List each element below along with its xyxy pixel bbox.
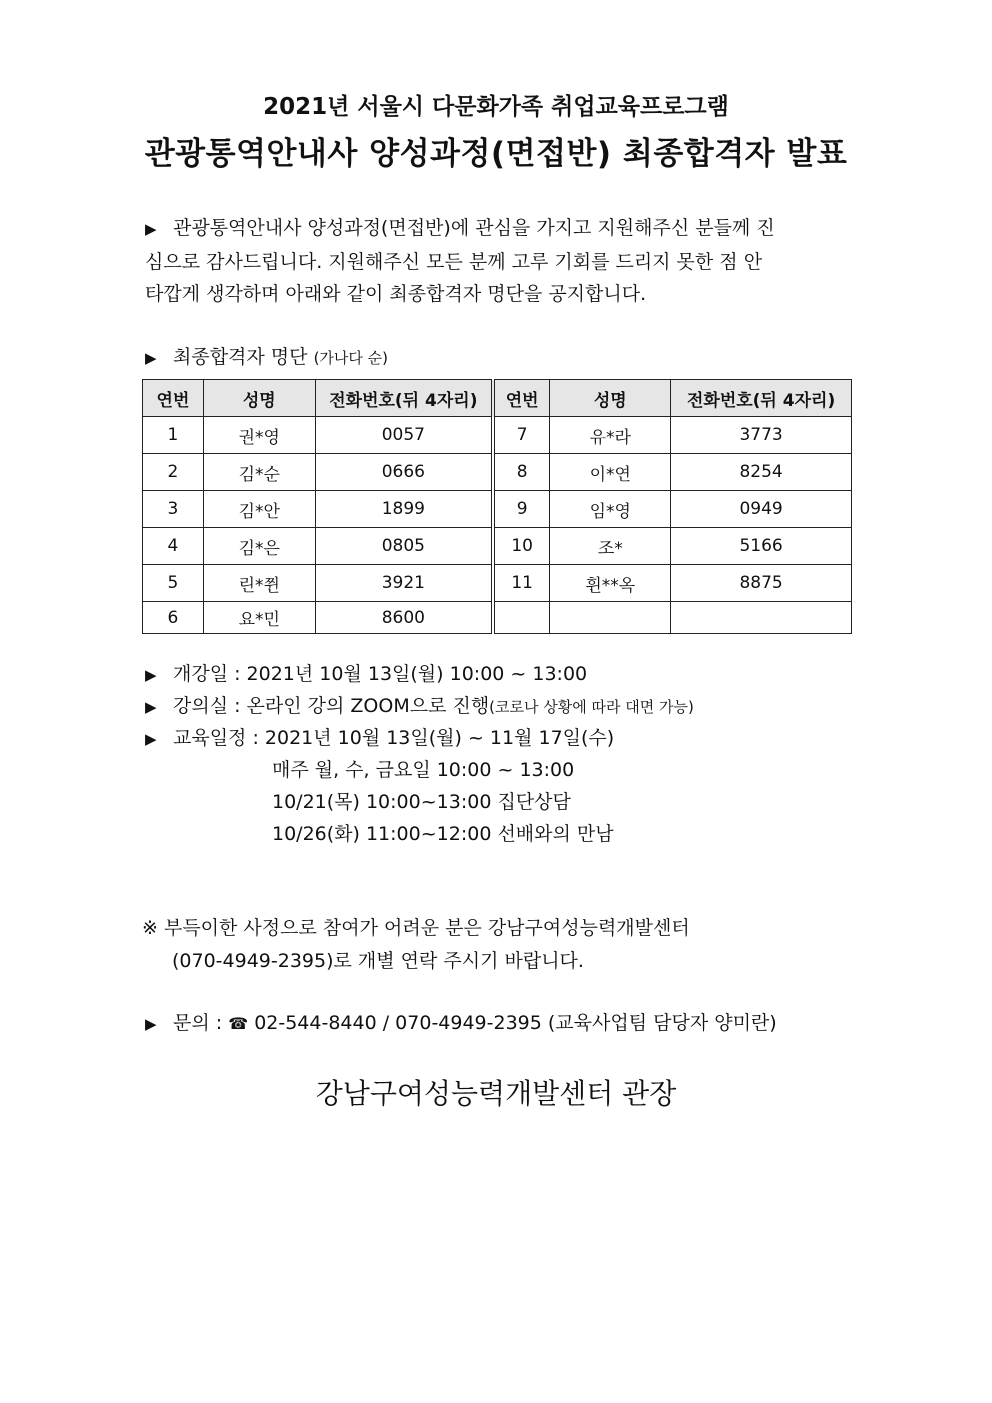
announcement-title: 관광통역안내사 양성과정(면접반) 최종합격자 발표 xyxy=(144,136,848,172)
schedule-line-weekly: 매주 월, 수, 금요일 10:00 ~ 13:00 xyxy=(272,759,575,781)
cell-number: 3 xyxy=(143,491,204,528)
cell-number: 10 xyxy=(493,528,550,565)
classroom-text: 강의실 : 온라인 강의 ZOOM으로 진행 xyxy=(173,695,490,717)
cell-name xyxy=(550,602,671,634)
arrow-icon: ▶ xyxy=(145,730,157,748)
table-row xyxy=(143,491,852,528)
intro-line-2: 심으로 감사드립니다. 지원해주신 모든 분께 고루 기회를 드리지 못한 점 안 xyxy=(145,250,763,273)
schedule-line-mentor: 10/26(화) 11:00~12:00 선배와의 만남 xyxy=(272,823,614,845)
arrow-icon: ▶ xyxy=(145,698,157,716)
arrow-icon: ▶ xyxy=(145,220,157,238)
contact-label: 문의 : xyxy=(173,1012,223,1034)
cell-number: 4 xyxy=(143,528,204,565)
opening-date-text: 개강일 : 2021년 10월 13일(월) 10:00 ~ 13:00 xyxy=(173,663,588,685)
cell-phone: 0057 xyxy=(315,417,493,454)
notice-line-2: (070-4949-2395)로 개별 연락 주시기 바랍니다. xyxy=(172,949,584,972)
cell-phone: 8875 xyxy=(671,565,852,602)
cell-number xyxy=(493,602,550,634)
intro-line-3: 타깝게 생각하며 아래와 같이 최종합격자 명단을 공지합니다. xyxy=(145,283,647,305)
column-header-phone: 전화번호(뒤 4자리) xyxy=(671,380,852,417)
arrow-icon: ▶ xyxy=(145,1015,157,1033)
classroom-note: (코로나 상황에 따라 대면 가능) xyxy=(489,698,694,716)
cell-name: 린*쮠 xyxy=(203,565,315,602)
cell-name: 이*연 xyxy=(550,454,671,491)
cell-name: 김*은 xyxy=(203,528,315,565)
cell-number: 1 xyxy=(143,417,204,454)
opening-date xyxy=(145,659,587,686)
classroom xyxy=(145,691,694,718)
arrow-icon: ▶ xyxy=(145,349,157,367)
cell-number: 9 xyxy=(493,491,550,528)
list-heading-text: 최종합격자 명단 xyxy=(173,346,308,368)
cell-number: 2 xyxy=(143,454,204,491)
cell-name: 조* xyxy=(550,528,671,565)
list-heading xyxy=(145,342,388,369)
cell-name: 휜**옥 xyxy=(550,565,671,602)
schedule-line-counseling: 10/21(목) 10:00~13:00 집단상담 xyxy=(272,791,571,813)
cell-name: 임*영 xyxy=(550,491,671,528)
table-row xyxy=(143,565,852,602)
cell-phone: 8254 xyxy=(671,454,852,491)
cell-phone: 3773 xyxy=(671,417,852,454)
reference-mark-icon: ※ xyxy=(142,917,158,939)
cell-number: 7 xyxy=(493,417,550,454)
cell-number: 6 xyxy=(143,602,204,634)
intro-text-1: 관광통역안내사 양성과정(면접반)에 관심을 가지고 지원해주신 분들께 진 xyxy=(173,217,775,239)
cell-name: 권*영 xyxy=(203,417,315,454)
cell-number: 8 xyxy=(493,454,550,491)
intro-line-1 xyxy=(145,212,851,246)
cell-name: 유*라 xyxy=(550,417,671,454)
column-header-phone: 전화번호(뒤 4자리) xyxy=(315,380,493,417)
program-title: 2021년 서울시 다문화가족 취업교육프로그램 xyxy=(263,94,729,120)
contact-info xyxy=(145,1008,777,1035)
cell-phone xyxy=(671,602,852,634)
arrow-icon: ▶ xyxy=(145,666,157,684)
table-row xyxy=(143,417,852,454)
schedule xyxy=(145,723,614,750)
cell-number: 11 xyxy=(493,565,550,602)
column-header-name: 성명 xyxy=(203,380,315,417)
notice-line-1: 부득이한 사정으로 참여가 어려운 분은 강남구여성능력개발센터 xyxy=(163,917,690,939)
table-header-row xyxy=(143,380,852,417)
intro-paragraph xyxy=(145,212,851,311)
column-header-number: 연번 xyxy=(143,380,204,417)
cell-phone: 5166 xyxy=(671,528,852,565)
column-header-name: 성명 xyxy=(550,380,671,417)
list-heading-note: (가나다 순) xyxy=(313,349,389,367)
phone-icon: ☎ xyxy=(228,1014,249,1033)
cell-name: 김*안 xyxy=(203,491,315,528)
cell-name: 요*민 xyxy=(203,602,315,634)
notice xyxy=(142,912,690,977)
cell-phone: 8600 xyxy=(315,602,493,634)
contact-text: 02-544-8440 / 070-4949-2395 (교육사업팀 담당자 양미란) xyxy=(254,1012,777,1034)
cell-phone: 1899 xyxy=(315,491,493,528)
cell-phone: 0666 xyxy=(315,454,493,491)
column-header-number: 연번 xyxy=(493,380,550,417)
signature: 강남구여성능력개발센터 관장 xyxy=(315,1077,677,1110)
cell-phone: 3921 xyxy=(315,565,493,602)
cell-name: 김*순 xyxy=(203,454,315,491)
table-row xyxy=(143,528,852,565)
cell-phone: 0805 xyxy=(315,528,493,565)
cell-phone: 0949 xyxy=(671,491,852,528)
table-row xyxy=(143,602,852,634)
table-row xyxy=(143,454,852,491)
cell-number: 5 xyxy=(143,565,204,602)
results-table xyxy=(142,379,852,634)
schedule-text: 교육일정 : 2021년 10월 13일(월) ~ 11월 17일(수) xyxy=(173,727,615,749)
